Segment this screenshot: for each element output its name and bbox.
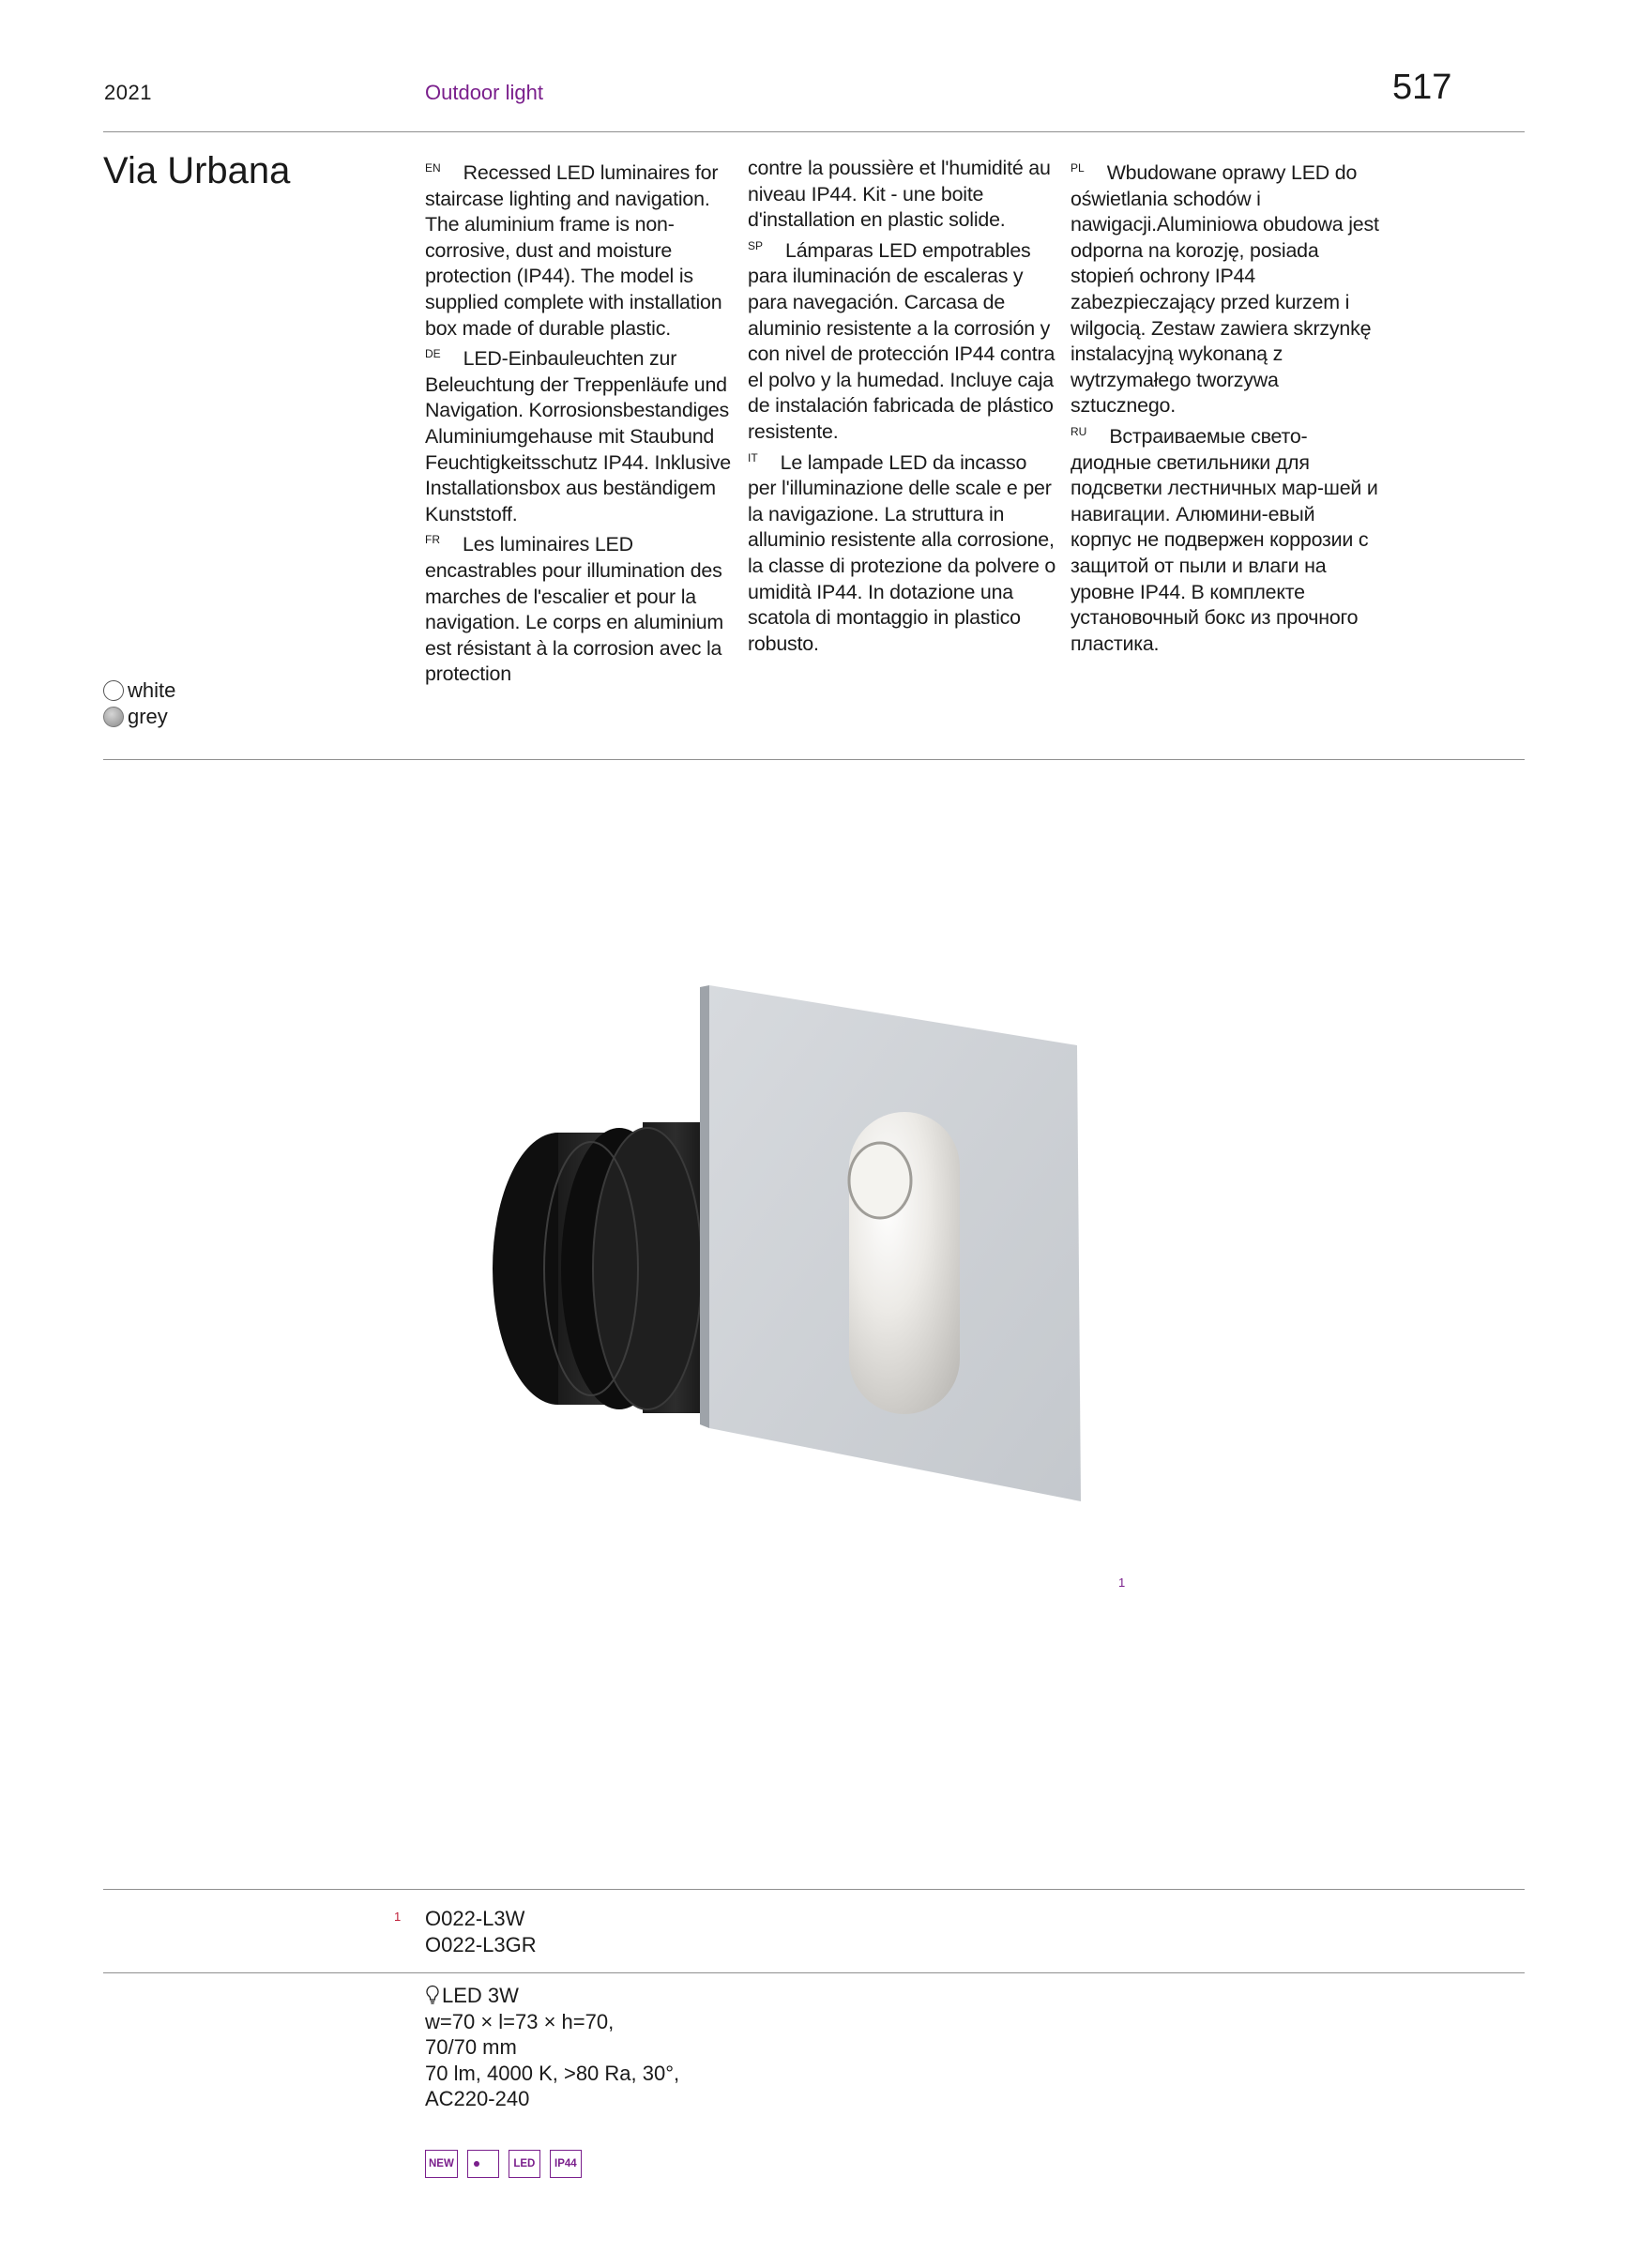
recessed-badge xyxy=(467,2150,499,2178)
ip44-badge: IP44 xyxy=(550,2150,582,2178)
bulb-icon xyxy=(425,1985,440,2005)
housing-cylinder xyxy=(493,1122,708,1413)
section-title: Outdoor light xyxy=(425,81,543,104)
description-column-2 xyxy=(748,156,1057,657)
lang-tag-sp: SP xyxy=(748,238,764,252)
new-badge: NEW xyxy=(425,2150,458,2178)
model-reference-number: 1 xyxy=(394,1910,402,1924)
page-number: 517 xyxy=(1392,68,1452,107)
models-divider xyxy=(103,1889,1525,1890)
dot-icon xyxy=(474,2161,479,2167)
spec-cutout: 70/70 mm xyxy=(425,2035,517,2060)
spec-power: AC220-240 xyxy=(425,2087,530,2111)
spec-photometry: 70 lm, 4000 K, >80 Ra, 30°, xyxy=(425,2061,680,2085)
lang-tag-it: IT xyxy=(748,450,758,464)
section-divider xyxy=(103,759,1525,760)
model-code-grey: O022-L3GR xyxy=(425,1933,537,1956)
grey-swatch-icon xyxy=(103,707,124,727)
color-label-grey: grey xyxy=(128,705,168,728)
model-code-white: O022-L3W xyxy=(425,1907,525,1930)
description-pl: Wbudowane oprawy LED do oświetlania schodów i nawigacji.Aluminiowa obudowa jest odporna na korozję, posiada stopień ochrony IP44 zabezpieczający przed kurzem i wilgocią. Zestaw zawiera skrzynkę instalacyjną wykonaną z wytrzymałego tworzywa sztucznego. xyxy=(1071,161,1379,418)
feature-badges xyxy=(425,2150,582,2178)
description-column-3 xyxy=(1071,156,1380,657)
image-reference-number: 1 xyxy=(1118,1575,1126,1590)
year-label: 2021 xyxy=(104,81,152,104)
description-ru: Встраиваемые свето-диодные светильники для подсветки лестничных мар-шей и навигации. Алюмини-евый корпус не подвержен коррозии с защитой от пыли и влаги на уровне IP44. В комплекте установочный бокс из прочного пластика. xyxy=(1071,424,1378,655)
spec-light: LED 3W xyxy=(442,1984,519,2007)
description-sp: Lámparas LED empotrables para iluminación de escaleras y para navegación. Carcasa de aluminio resistente a la corrosión y con nivel de protección IP44 contra el polvo y la humedad. Incluye caja de instalación fabricada de plástico resistente. xyxy=(748,238,1055,443)
lang-tag-ru: RU xyxy=(1071,424,1087,438)
lang-tag-en: EN xyxy=(425,161,441,175)
led-badge: LED xyxy=(509,2150,540,2178)
product-title: Via Urbana xyxy=(103,150,291,191)
description-column-1 xyxy=(425,156,735,688)
lang-tag-de: DE xyxy=(425,347,441,361)
color-option-white xyxy=(103,678,175,703)
description-en: Recessed LED luminaires for staircase lighting and navigation. The aluminium frame is non-corrosive, dust and moisture protection (IP44). The model is supplied complete with installation box made of durable plastic. xyxy=(425,161,722,340)
led-lens xyxy=(849,1143,911,1218)
lang-tag-pl: PL xyxy=(1071,161,1085,175)
spec-dimensions: w=70 × l=73 × h=70, xyxy=(425,2009,615,2033)
specs-divider xyxy=(103,1972,1525,1973)
description-fr-continued: contre la poussière et l'humidité au niveau IP44. Kit - une boite d'installation en plastic solide. xyxy=(748,157,1051,232)
header-divider xyxy=(103,131,1525,132)
color-option-grey xyxy=(103,705,168,729)
specifications xyxy=(425,1983,679,2112)
color-label-white: white xyxy=(128,678,176,702)
lang-tag-fr: FR xyxy=(425,533,440,547)
product-image xyxy=(450,976,1107,1539)
white-swatch-icon xyxy=(103,680,124,701)
description-fr: Les luminaires LED encastrables pour illumination des marches de l'escalier et pour la navigation. Le corps en aluminium est résistant à la corrosion avec la protection xyxy=(425,533,724,686)
plate-edge xyxy=(700,985,709,1428)
description-it: Le lampade LED da incasso per l'illuminazione delle scale e per la navigazione. La struttura in alluminio resistente alla corrosione, la classe di protezione da polvere o umidità IP44. In dotazione una scatola di montaggio in plastico robusto. xyxy=(748,450,1056,655)
description-de: LED-Einbauleuchten zur Beleuchtung der Treppenläufe und Navigation. Korrosionsbestandiges Aluminiumgehause mit Staubund Feuchtigkeitsschutz IP44. Inklusive Installationsbox aus beständigem Kunststoff. xyxy=(425,347,731,525)
